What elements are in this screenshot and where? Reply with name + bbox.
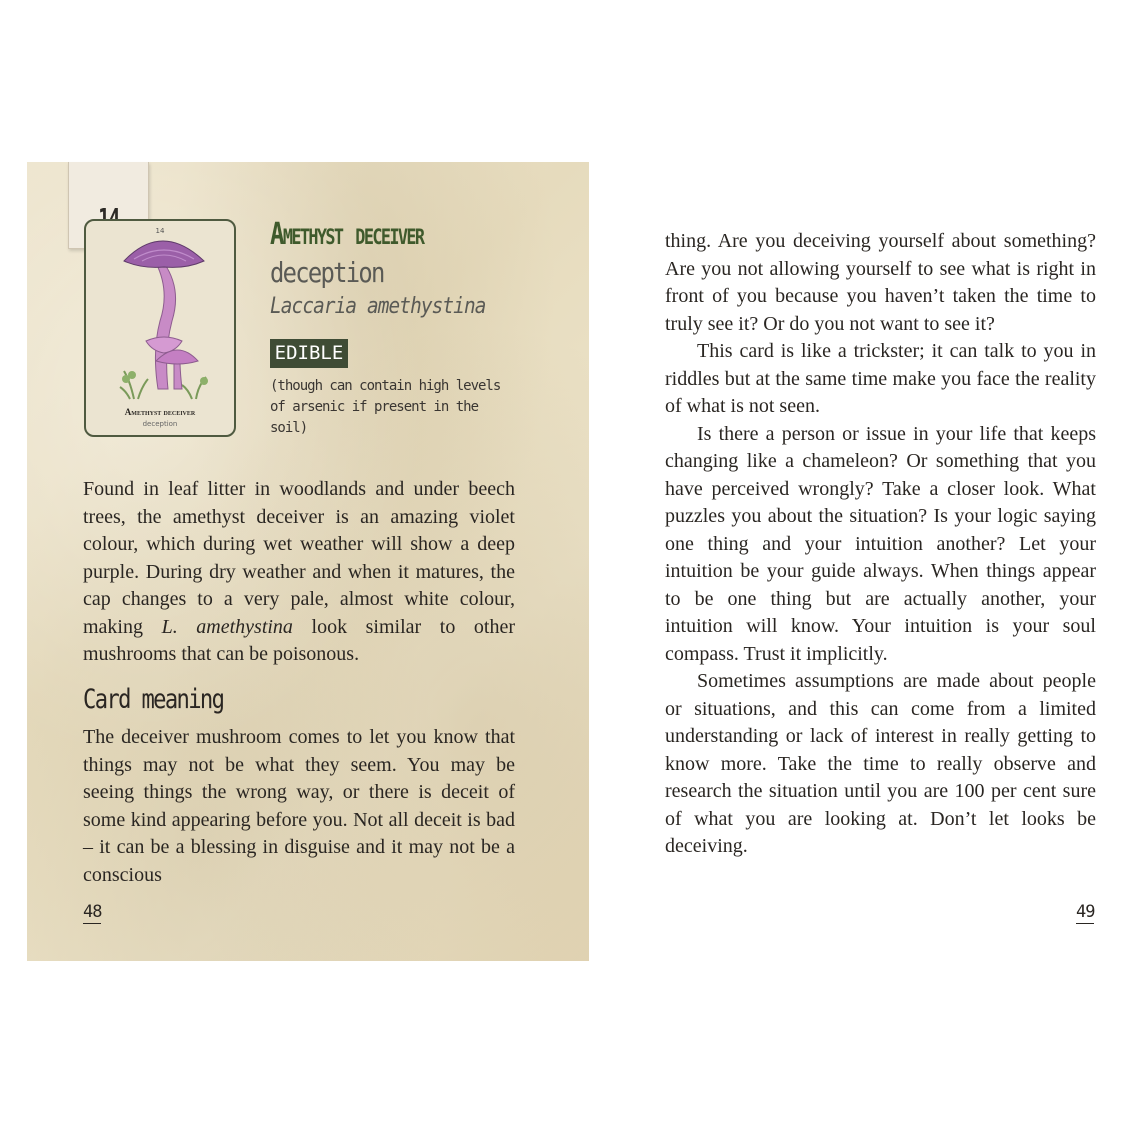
paragraph: thing. Are you deceiving yourself about something? Are you not allowing yourself to see what is right in front of you because you haven’t taken the time to truly see it? Or do you not want to see it? bbox=[665, 230, 1096, 335]
mushroom-illustration bbox=[86, 221, 234, 435]
left-page bbox=[27, 162, 589, 961]
paragraph: This card is like a trickster; it can talk to you in riddles but at the same time make you face the reality of what is not seen. bbox=[665, 340, 1096, 417]
intro-text-1: Found in leaf litter in woodlands and under beech trees, the amethyst deceiver is an amazing violet colour, which during wet weather will show a deep purple. During dry weather and when it matures, the cap changes to a very pale, almost white colour, making bbox=[83, 478, 515, 638]
paragraph: Sometimes assumptions are made about people or situations, and this can come from a limited understanding or lack of interest in really getting to know more. Take the time to really observe and research the situation until you are 100 per cent sure of what you are looking at. Don’t let looks be deceiving. bbox=[665, 670, 1096, 857]
page-number-left: 48 bbox=[83, 902, 102, 922]
card-meaning-paragraph: The deceiver mushroom comes to let you know that things may not be what they seem. You may be seeing things the wrong way, or there is deceit of some kind appearing before you. Not all deceit is bad – it can be a blessing in disguise and it may not be a conscious bbox=[83, 726, 515, 886]
latin-name: Laccaria amethystina bbox=[270, 294, 486, 319]
intro-text-2: look similar to other mushrooms that can be poisonous. bbox=[83, 615, 515, 665]
card-subcaption: deception bbox=[142, 420, 178, 428]
paragraph: Is there a person or issue in your life that keeps changing like a chameleon? Or something that you have perceived wrongly? Take a closer look. What puzzles you about the situation? Is your logic saying one thing and your intuition another? Let your intuition be your guide always. When things appear to be one thing but are actually another, your intuition will know. Your intuition is your soul compass. Trust it implicitly. bbox=[665, 422, 1096, 665]
card-caption: Amethyst deceiver bbox=[124, 407, 196, 417]
card-meaning-keyword: deception bbox=[270, 256, 384, 289]
page-number-right: 49 bbox=[1076, 902, 1095, 922]
mushroom-title: Amethyst deceiver bbox=[270, 217, 424, 252]
intro-paragraph bbox=[83, 476, 515, 669]
section-heading: Card meaning bbox=[83, 684, 224, 715]
right-page bbox=[589, 162, 1125, 961]
edible-badge: EDIBLE bbox=[270, 339, 348, 368]
intro-latin-italic: L. amethystina bbox=[161, 615, 293, 638]
right-body-text bbox=[665, 228, 1096, 861]
card-number: 14 bbox=[155, 227, 165, 235]
edible-note: (though can contain high levels of arsenic if present in the soil) bbox=[270, 378, 501, 436]
oracle-card-image bbox=[84, 219, 236, 437]
